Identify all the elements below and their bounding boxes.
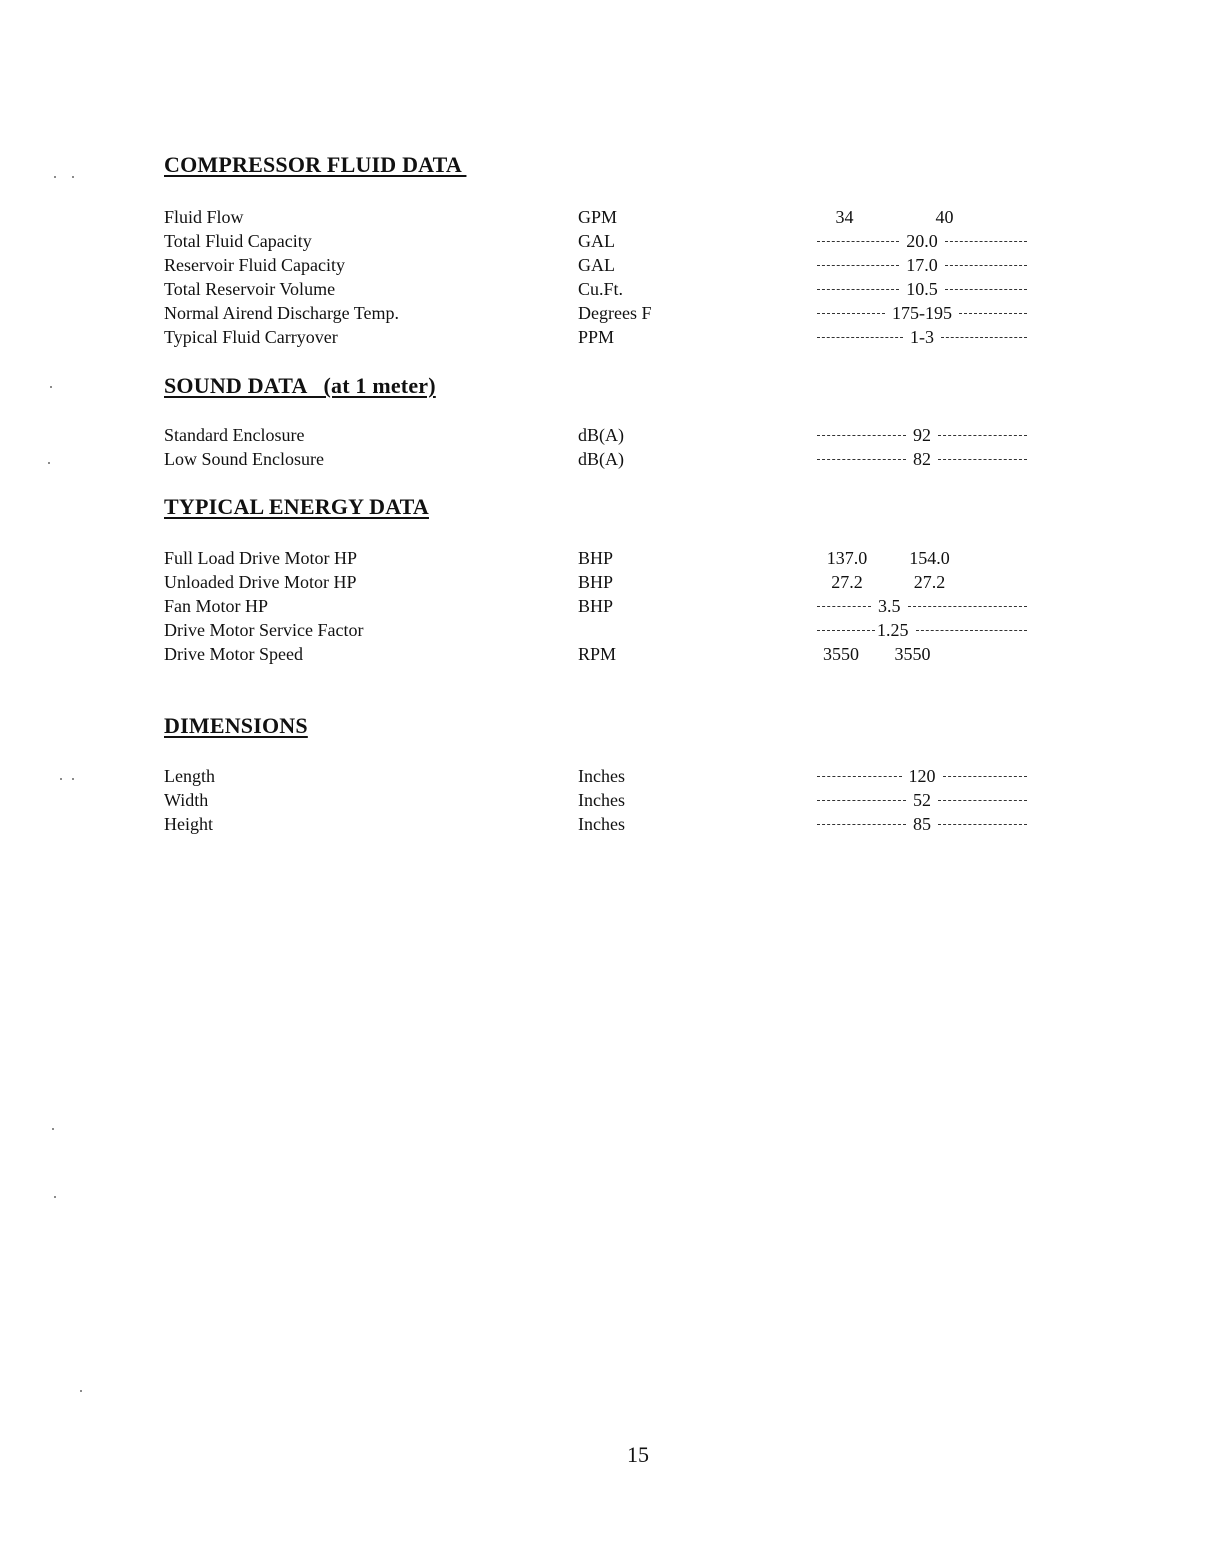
table-row [0,546,1220,570]
row-unit: RPM [578,644,617,664]
row-value [817,205,1027,229]
row-label: Low Sound Enclosure [164,449,324,469]
value-text: 52 [913,790,931,810]
scan-speck [54,1196,56,1198]
row-label: Total Reservoir Volume [164,279,336,299]
value-secondary: 40 [935,207,954,227]
table-row [0,205,1220,229]
value-text: 1.25 [877,620,909,640]
row-unit: Inches [578,790,625,810]
table-row [0,812,1220,836]
table-row [0,788,1220,812]
table-row [0,253,1220,277]
scan-speck [60,778,62,780]
row-value [817,764,1027,788]
table-row [0,642,1220,666]
row-value [817,594,1027,618]
row-label: Fluid Flow [164,207,244,227]
scan-speck [54,176,56,178]
table-row [0,447,1220,471]
value-text: 85 [913,814,931,834]
section-title-dimensions: DIMENSIONS [164,713,308,738]
table-row [0,423,1220,447]
row-value [817,788,1027,812]
table-row [0,229,1220,253]
row-value [817,423,1027,447]
row-unit: BHP [578,548,614,568]
scan-speck [50,386,52,388]
value-text: 17.0 [906,255,938,275]
row-unit: dB(A) [578,449,624,469]
row-value [817,325,1027,349]
row-unit: Degrees F [578,303,652,323]
row-value [817,618,1027,642]
table-row [0,301,1220,325]
row-label: Width [164,790,209,810]
table-row [0,594,1220,618]
table-row [0,277,1220,301]
value-text: 10.5 [906,279,938,299]
value-primary: 34 [835,207,854,227]
section-title-compressor-fluid: COMPRESSOR FLUID DATA [164,152,467,177]
section-title-energy-data: TYPICAL ENERGY DATA [164,494,429,519]
row-value [817,301,1027,325]
row-value [817,253,1027,277]
value-primary: 3550 [823,644,859,664]
row-label: Fan Motor HP [164,596,269,616]
row-unit: PPM [578,327,615,347]
row-unit: Inches [578,814,625,834]
table-row [0,618,1220,642]
row-value [817,447,1027,471]
row-value [817,229,1027,253]
row-label: Standard Enclosure [164,425,305,445]
row-label: Length [164,766,215,786]
scan-speck [48,462,50,464]
value-primary: 27.2 [831,572,863,592]
row-unit: GPM [578,207,618,227]
row-unit: BHP [578,596,614,616]
value-secondary: 3550 [894,644,931,664]
value-text: 82 [913,449,931,469]
value-text: 120 [908,766,936,786]
row-value [817,642,1027,666]
row-label: Full Load Drive Motor HP [164,548,357,568]
value-text: 3.5 [878,596,901,616]
row-label: Drive Motor Service Factor [164,620,364,640]
row-label: Typical Fluid Carryover [164,327,338,347]
row-label: Unloaded Drive Motor HP [164,572,357,592]
table-row [0,764,1220,788]
value-text: 92 [913,425,931,445]
row-unit: GAL [578,255,615,275]
row-unit: dB(A) [578,425,624,445]
value-secondary: 27.2 [913,572,946,592]
value-text: 1-3 [910,327,934,347]
scan-speck [52,1128,54,1130]
row-unit: Cu.Ft. [578,279,624,299]
row-unit: Inches [578,766,625,786]
row-label: Total Fluid Capacity [164,231,312,251]
row-label: Drive Motor Speed [164,644,303,664]
page-number: 15 [627,1442,649,1467]
scan-speck [72,778,74,780]
value-text: 175-195 [892,303,952,323]
row-value [817,546,1027,570]
row-label: Normal Airend Discharge Temp. [164,303,400,323]
table-row [0,325,1220,349]
row-value [817,277,1027,301]
row-label: Height [164,814,213,834]
row-label: Reservoir Fluid Capacity [164,255,345,275]
row-unit: BHP [578,572,614,592]
scan-speck [80,1390,82,1392]
section-title-sound-data: SOUND DATA (at 1 meter) [164,373,436,398]
value-primary: 137.0 [826,548,868,568]
value-text: 20.0 [906,231,938,251]
row-value [817,570,1027,594]
value-secondary: 154.0 [909,548,950,568]
row-value [817,812,1027,836]
table-row [0,570,1220,594]
row-unit: GAL [578,231,615,251]
scan-speck [72,176,74,178]
